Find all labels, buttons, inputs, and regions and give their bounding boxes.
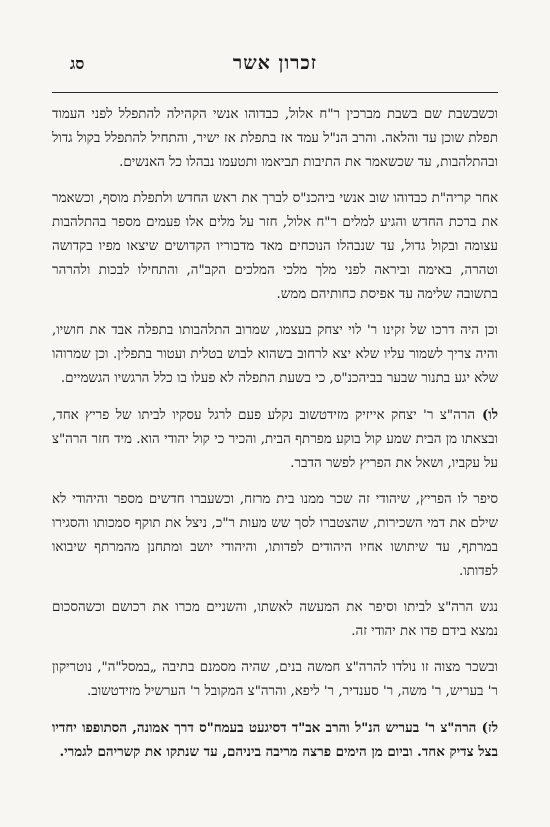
paragraph-text: הרה"צ ר' יצחק אייזיק מזידטשוב נקלע פעם לרגל עסקיו לביתו של פריץ אחד, ובצאתו מן הבית שמע קול בוקע מפרתף הבית, והכיר כי קול יהודי הוא. מיד חזר הרה"צ על עקביו, ושאל את הפריץ לפשר הדבר. [52,408,498,471]
paragraph-number: לז) [476,720,498,736]
paragraph-text: אחר קריה"ת כבדוהו שוב אנשי ביהכנ"ס לברך את ראש החדש ולתפלת מוסף, וכשאמר את ברכת החדש והגיע למלים ר"ח אלול, חזר על מלים אלו פעמים מספר בהתלהבות עצומה ובקול גדול, עד שנבהלו הנוכחים מאד מדבוריו הקדושים שיצאו מפיו בקדושה וטהרה, באימה וביראה לפני מלך מלכי המלכים הקב"ה, והתחילו לבכות ולהרהר בתשובה שלימה עד אפיסת כחותיהם ממש. [52,191,498,302]
page-number: סג [70,54,85,73]
body-text [52,103,498,764]
paragraph [52,656,498,704]
paragraph [52,488,498,584]
paragraph [52,319,498,391]
paragraph-number: לו) [475,407,498,423]
paragraph [52,716,498,764]
paragraph-text: וכן היה דרכו של זקינו ר' לוי יצחק בעצמו, שמרוב התלהבותו בתפלה אבד את חושיו, והיה צריך לשמור עליו שלא יצא לרחוב בשהוא לבוש בטלית ועטור בתפלין. וכן שמרוהו שלא יגע בתנור שבער בביהכנ"ס, כי בשעת התפלה לא פעלו בו כלל הרגשיו הגשמיים. [52,323,498,386]
book-title: זכרון אשר [232,52,318,74]
paragraph [52,103,498,175]
paragraph-text: סיפר לו הפריץ, שיהודי זה שכר ממנו בית מרזח, וכשעברו חדשים מספר והיהודי לא שילם את דמי השכירות, שהצטברו לסך שש מעות ר"כ, ניצל את תוקף סמכותו והסגירו במרתף, עד שיתושו אחיו היהודים לפדותו, והיהודי יושב ומתחנן מהמרתף שיבואו לפדותו. [52,492,498,579]
paragraph [52,596,498,644]
header-rule [52,92,498,93]
paragraph-text: ובשכר מצוה זו נולדו להרה"צ חמשה בנים, שהיה מסמנם בתיבה „במסל"ה", נוטריקון ר' בעריש, ר' משה, ר' סענדיר, ר' ליפא, והרה"צ המקובל ר' הערשיל מזידטשוב. [52,660,498,699]
page-header [52,52,498,80]
paragraph [52,403,498,476]
paragraph [52,187,498,307]
paragraph-text: וכשבשבת שם בשבת מברכין ר"ח אלול, כבדוהו אנשי הקהילה להתפלל לפני העמוד תפלת שוכן עד והלאה. והרב הנ"ל עמד אז בתפלת אז ישיר, והתחיל להתפלל בקול גדול ובהתלהבות, עד שכשאמר את התיבות תביאמו ותטעמו נבהלו כל האנשים. [52,107,498,170]
paragraph-text: נגש הרה"צ לביתו וסיפר את המעשה לאשתו, והשניים מכרו את רכושם וכשהסכום נמצא בידם פדו את יהודי זה. [52,600,498,639]
paragraph-text: הרה"צ ר' בעריש הנ"ל והרב אב"ד דסיגעט בעמח"ס דרך אמונה, הסתופפו יחדיו בצל צדיק אחד. וביום מן הימים פרצה מריבה ביניהם, עד שנתקו את קשריהם לגמרי. [52,720,498,760]
